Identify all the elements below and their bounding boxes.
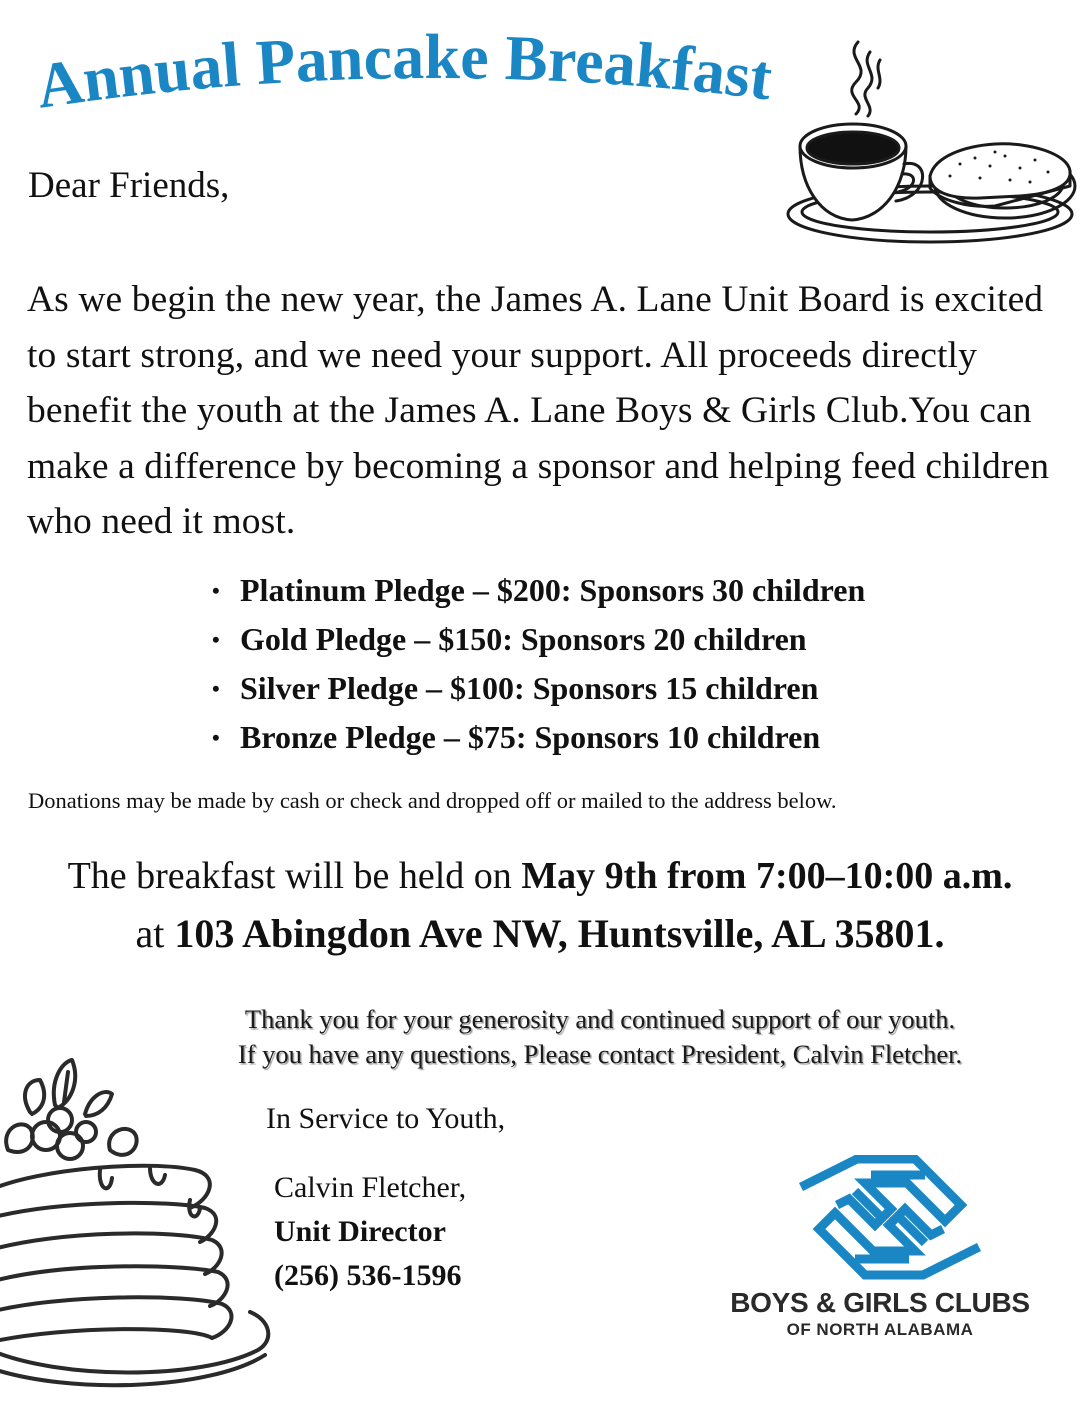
page-title-text — [32, 21, 777, 122]
thank-you-line-1: Thank you for your generosity and continued support of our youth. — [244, 1004, 956, 1034]
pledge-item — [206, 615, 865, 664]
event-at: at — [135, 911, 175, 956]
signature-block — [274, 1166, 466, 1298]
pledge-item — [206, 713, 865, 762]
pledge-item — [206, 566, 865, 615]
pledge-text: Gold Pledge – $150: Sponsors 20 children — [240, 621, 807, 657]
bullet-icon: • — [212, 676, 220, 701]
signer-phone: (256) 536-1596 — [274, 1259, 462, 1292]
closing-salutation: In Service to Youth, — [266, 1102, 506, 1135]
signer-role: Unit Director — [274, 1215, 446, 1248]
page-title-svg — [32, 20, 838, 122]
event-location-line — [135, 911, 944, 956]
event-datetime: May 9th from 7:00–10:00 a.m. — [521, 855, 1013, 897]
page-title — [32, 20, 838, 122]
pancake-stack-icon — [0, 1050, 275, 1397]
intro-paragraph: As we begin the new year, the James A. Lane Unit Board is excited to start strong, and we need your support. All proceeds directly benefit the youth at the James A. Lane Boys & Girls Club.You can make a difference by becoming a sponsor and helping feed children who need it most. — [27, 279, 1050, 542]
boys-girls-clubs-logo — [700, 1155, 1060, 1350]
thank-you-message — [150, 1002, 1050, 1072]
event-address: 103 Abingdon Ave NW, Huntsville, AL 35801. — [174, 911, 945, 956]
logo-name: BOYS & GIRLS CLUBS — [730, 1287, 1030, 1318]
greeting: Dear Friends, — [28, 165, 230, 206]
thank-you-line-2: If you have any questions, Please contact President, Calvin Fletcher. — [237, 1039, 963, 1069]
coffee-toast-icon — [780, 36, 1080, 251]
bullet-icon: • — [212, 578, 220, 603]
signer-name: Calvin Fletcher, — [274, 1171, 467, 1204]
pledge-text: Bronze Pledge – $75: Sponsors 10 children — [240, 719, 821, 755]
pledge-text: Silver Pledge – $100: Sponsors 15 children — [240, 670, 819, 706]
logo-subtitle: OF NORTH ALABAMA — [786, 1320, 974, 1339]
event-details — [0, 848, 1080, 964]
hands-logo-icon — [795, 1155, 985, 1280]
pledge-item — [206, 664, 865, 713]
pledge-list — [206, 566, 865, 762]
page-title-textpath: Annual Pancake Breakfast — [32, 20, 777, 122]
donations-note: Donations may be made by cash or check and dropped off or mailed to the address below. — [28, 788, 837, 813]
event-prefix: The breakfast will be held on — [67, 855, 522, 897]
bullet-icon: • — [212, 627, 220, 652]
bullet-icon: • — [212, 725, 220, 750]
pledge-text: Platinum Pledge – $200: Sponsors 30 children — [240, 572, 866, 608]
